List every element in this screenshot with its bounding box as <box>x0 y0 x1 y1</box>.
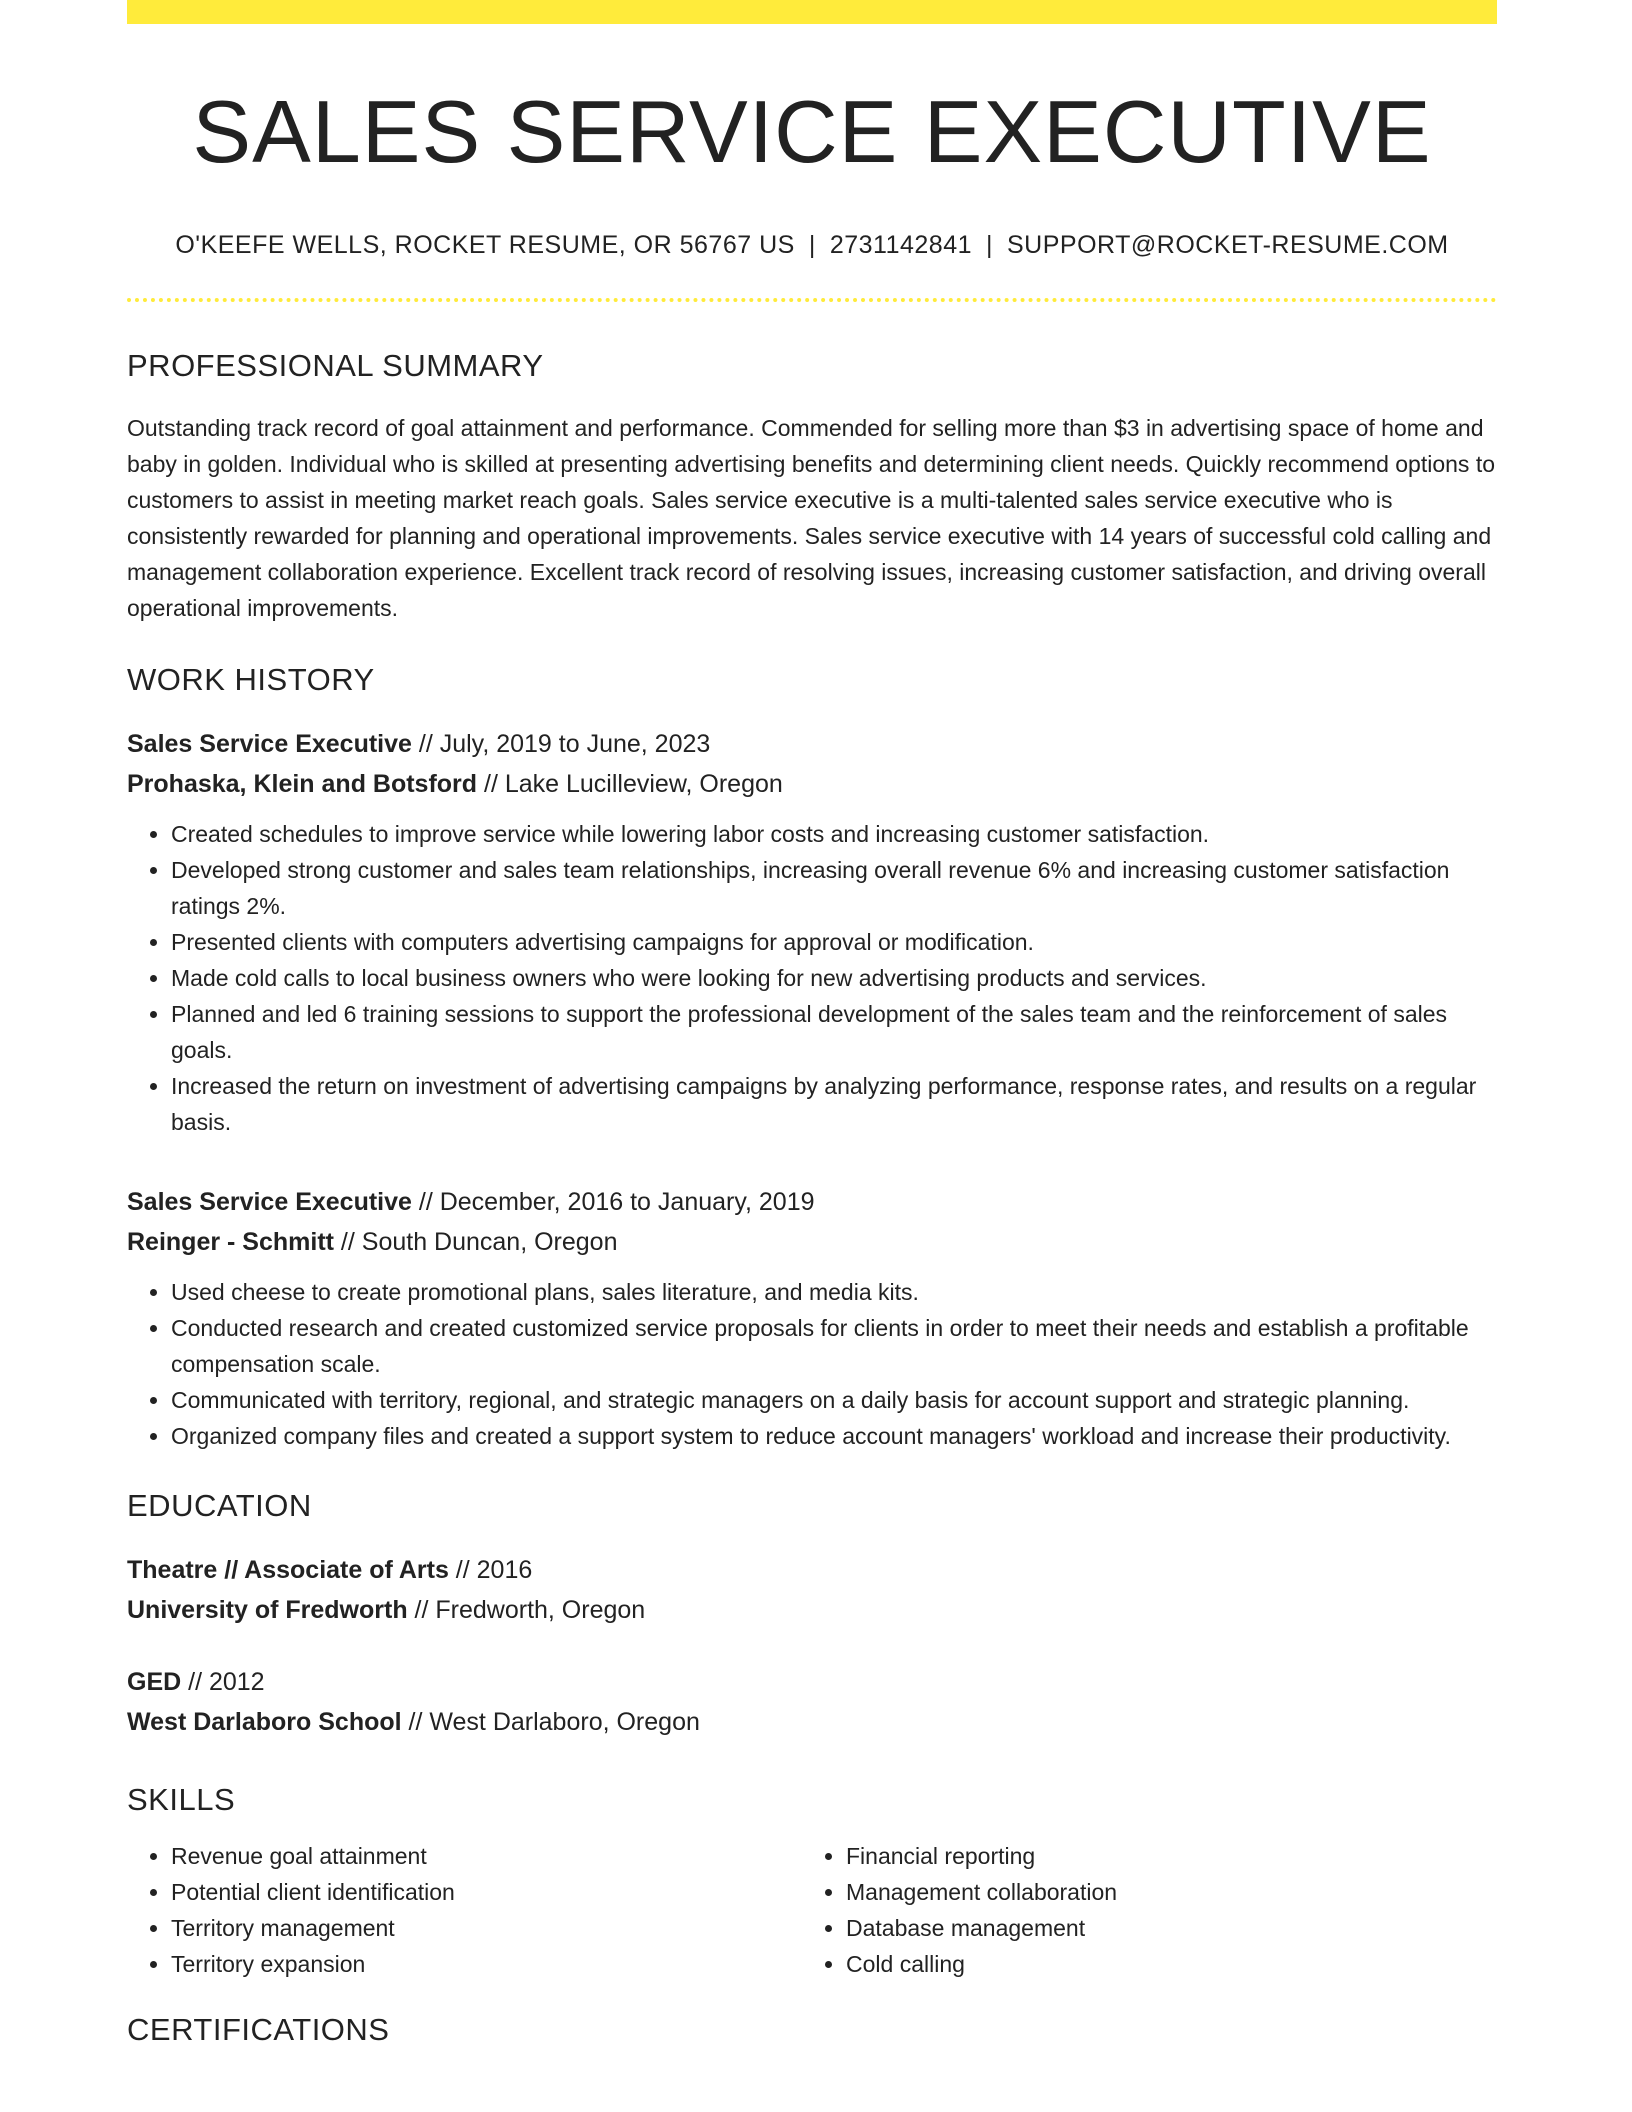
job-role: Sales Service Executive <box>127 729 412 758</box>
job-location: // Lake Lucilleview, Oregon <box>477 769 783 798</box>
work-history-heading: WORK HISTORY <box>127 661 375 697</box>
education-year: // 2012 <box>181 1667 265 1696</box>
list-item: • Revenue goal attainment <box>171 1838 802 1874</box>
contact-email: SUPPORT@ROCKET-RESUME.COM <box>1007 230 1449 259</box>
list-item: • Cold calling <box>846 1946 1477 1982</box>
education-school: University of Fredworth <box>127 1595 408 1624</box>
list-item: • Created schedules to improve service while lowering labor costs and increasing customer satisfaction. <box>171 816 1497 852</box>
contact-separator: | <box>986 230 993 259</box>
list-item: • Developed strong customer and sales team relationships, increasing overall revenue 6% and increasing customer satisfaction ratings 2%. <box>171 852 1497 924</box>
education-school-line <box>127 1702 1497 1742</box>
education-degree: Theatre // Associate of Arts <box>127 1555 449 1584</box>
education-degree: GED <box>127 1667 182 1696</box>
skills-left-column <box>127 1838 802 1982</box>
candidate-name: SALES SERVICE EXECUTIVE <box>192 82 1432 181</box>
certifications-heading: CERTIFICATIONS <box>127 2011 390 2047</box>
list-item: • Communicated with territory, regional, and strategic managers on a daily basis for account support and strategic planning. <box>171 1382 1497 1418</box>
list-item: • Used cheese to create promotional plans, sales literature, and media kits. <box>171 1274 1497 1310</box>
education-year: // 2016 <box>448 1555 533 1584</box>
list-item: • Management collaboration <box>846 1874 1477 1910</box>
contact-line <box>127 231 1497 260</box>
skills-columns <box>127 1838 1497 1982</box>
education-entry <box>127 1662 1497 1742</box>
education-location: // West Darlaboro, Oregon <box>401 1707 700 1736</box>
job-role-line <box>127 1182 1497 1222</box>
list-item: • Conducted research and created customized service proposals for clients in order to meet their needs and establish a profitable compensation scale. <box>171 1310 1497 1382</box>
education-degree-line <box>127 1550 1497 1590</box>
skills-heading: SKILLS <box>127 1781 236 1817</box>
list-item: • Organized company files and created a support system to reduce account managers' workload and increase their productivity. <box>171 1418 1497 1454</box>
list-item: • Presented clients with computers advertising campaigns for approval or modification. <box>171 924 1497 960</box>
education-school: West Darlaboro School <box>127 1707 402 1736</box>
contact-separator: | <box>808 230 816 259</box>
summary-text: Outstanding track record of goal attainment and performance. Commended for selling more than $3 in advertising space of home and baby in golden. Individual who is skilled at presenting advertising benefits and determining client needs. Quickly recommend options to customers to assist in meeting market reach goals. Sales service executive is a multi-talented sales service executive who is consistently rewarded for planning and operational improvements. Sales service executive with 14 years of successful cold calling and management collaboration experience. Excellent track record of resolving issues, increasing customer satisfaction, and driving overall operational improvements. <box>127 414 1496 621</box>
list-item: • Territory expansion <box>171 1946 802 1982</box>
job-dates: // July, 2019 to June, 2023 <box>411 729 711 758</box>
summary-heading: PROFESSIONAL SUMMARY <box>127 347 544 383</box>
list-item: • Increased the return on investment of advertising campaigns by analyzing performance, response rates, and results on a regular basis. <box>171 1068 1497 1140</box>
resume-page <box>127 0 1497 2048</box>
top-accent-bar <box>127 0 1497 24</box>
contact-address: O'KEEFE WELLS, ROCKET RESUME, OR 56767 US <box>175 230 795 259</box>
dotted-divider <box>127 298 1497 302</box>
education-heading: EDUCATION <box>127 1487 312 1523</box>
job-role: Sales Service Executive <box>127 1187 412 1216</box>
job-entry <box>127 1182 1497 1454</box>
list-item: • Database management <box>846 1910 1477 1946</box>
job-company: Reinger - Schmitt <box>127 1227 334 1256</box>
education-location: // Fredworth, Oregon <box>407 1595 646 1624</box>
job-bullets <box>127 1274 1497 1454</box>
job-entry <box>127 724 1497 1140</box>
job-company: Prohaska, Klein and Botsford <box>127 769 478 798</box>
job-role-line <box>127 724 1497 764</box>
contact-phone: 2731142841 <box>829 230 972 259</box>
education-school-line <box>127 1590 1497 1630</box>
list-item: • Territory management <box>171 1910 802 1946</box>
job-company-line <box>127 764 1497 804</box>
education-entry <box>127 1550 1497 1630</box>
list-item: • Potential client identification <box>171 1874 802 1910</box>
job-company-line <box>127 1222 1497 1262</box>
job-bullets <box>127 816 1497 1140</box>
list-item: • Planned and led 6 training sessions to support the professional development of the sales team and the reinforcement of sales goals. <box>171 996 1497 1068</box>
list-item: • Made cold calls to local business owners who were looking for new advertising products and services. <box>171 960 1497 996</box>
education-degree-line <box>127 1662 1497 1702</box>
skills-right-column <box>802 1838 1477 1982</box>
job-location: // South Duncan, Oregon <box>333 1227 618 1256</box>
list-item: • Financial reporting <box>846 1838 1477 1874</box>
job-dates: // December, 2016 to January, 2019 <box>411 1187 815 1216</box>
